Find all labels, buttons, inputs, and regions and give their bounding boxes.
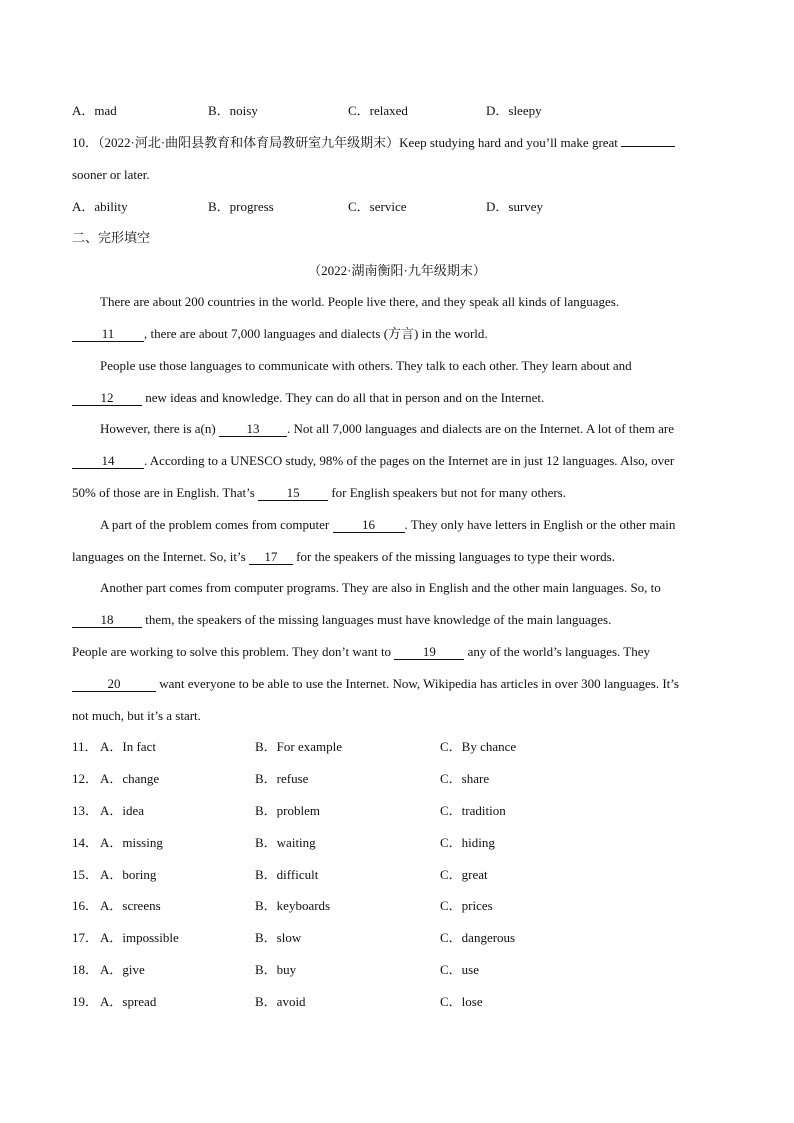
question-number: 16． xyxy=(72,898,99,913)
option-c: C．dangerous xyxy=(440,930,516,945)
q10-option-b: B．progress xyxy=(208,199,274,214)
option-a: A．give xyxy=(100,962,145,977)
passage-line-16 xyxy=(100,517,675,533)
option-c: C．By chance xyxy=(440,739,517,754)
q9-option-a: A．mad xyxy=(72,103,117,118)
blank-12: 12 xyxy=(72,391,142,406)
question-number: 12． xyxy=(72,771,99,786)
passage-line-14 xyxy=(72,453,674,469)
passage-p3e: for English speakers but not for many others. xyxy=(328,485,566,500)
option-b: B．difficult xyxy=(255,867,319,882)
option-a: A．In fact xyxy=(100,739,156,754)
passage-p3c: . According to a UNESCO study, 98% of the pages on the Internet are in just 12 languages. Also, over xyxy=(144,453,675,468)
passage-p4c: languages on the Internet. So, it’s xyxy=(72,549,249,564)
option-b: B．avoid xyxy=(255,994,306,1009)
blank-20: 20 xyxy=(72,677,156,692)
blank-11: 11 xyxy=(72,327,144,342)
passage-line-17 xyxy=(72,549,615,565)
q10-blank xyxy=(621,146,675,147)
passage-p4b: . They only have letters in English or the other main xyxy=(404,517,676,532)
option-b: B．waiting xyxy=(255,835,316,850)
passage-p6c: want everyone to be able to use the Internet. Now, Wikipedia has articles in over 300 languages. It’s xyxy=(156,676,679,691)
question-number: 15． xyxy=(72,867,99,882)
option-b: B．refuse xyxy=(255,771,309,786)
question-number: 17． xyxy=(72,930,99,945)
passage-source: （2022·湖南衡阳·九年级期末） xyxy=(308,263,486,278)
option-c: C．great xyxy=(440,867,488,882)
passage-line-18 xyxy=(72,612,611,628)
question-number: 11． xyxy=(72,739,98,754)
option-a: A．idea xyxy=(100,803,145,818)
question-number: 18． xyxy=(72,962,99,977)
blank-18: 18 xyxy=(72,613,142,628)
passage-p5b: them, the speakers of the missing languages must have knowledge of the main languages. xyxy=(142,612,612,627)
q10-stem xyxy=(72,135,675,151)
passage-p3d: 50% of those are in English. That’s xyxy=(72,485,259,500)
passage-line-12 xyxy=(72,390,544,406)
passage-p3b: . Not all 7,000 languages and dialects are on the Internet. A lot of them are xyxy=(286,421,674,436)
passage-line-11 xyxy=(72,326,488,342)
option-b: B．slow xyxy=(255,930,302,945)
option-b: B．For example xyxy=(255,739,343,754)
blank-16: 16 xyxy=(333,518,405,533)
option-b: B．problem xyxy=(255,803,320,818)
option-c: C．hiding xyxy=(440,835,495,850)
passage-p6d: not much, but it’s a start. xyxy=(72,708,201,723)
blank-13: 13 xyxy=(219,422,287,437)
passage-p3a: However, there is a(n) xyxy=(100,421,219,436)
passage-line-13 xyxy=(100,421,674,437)
option-c: C．lose xyxy=(440,994,483,1009)
q9-option-b: B．noisy xyxy=(208,103,258,118)
passage-p1b: , there are about 7,000 languages and dialects (方言) in the world. xyxy=(144,326,488,341)
q10-option-c: C．service xyxy=(348,199,407,214)
q10-line1: 10．（2022·河北·曲阳县教育和体育局教研室九年级期末）Keep studying hard and you’ll make great xyxy=(72,135,618,150)
option-a: A．impossible xyxy=(100,930,179,945)
passage-line-19 xyxy=(72,644,650,660)
option-c: C．use xyxy=(440,962,480,977)
blank-17: 17 xyxy=(249,550,293,565)
option-b: B．keyboards xyxy=(255,898,331,913)
passage-p2: People use those languages to communicate with others. They talk to each other. They learn about and xyxy=(100,358,632,373)
passage-line-20 xyxy=(72,676,679,692)
passage-p5: Another part comes from computer programs. They are also in English and the other main languages. So, to xyxy=(100,580,661,595)
option-c: C．tradition xyxy=(440,803,506,818)
blank-14: 14 xyxy=(72,454,144,469)
option-c: C．share xyxy=(440,771,490,786)
option-a: A．screens xyxy=(100,898,161,913)
passage-p4a: A part of the problem comes from computer xyxy=(100,517,333,532)
blank-19: 19 xyxy=(394,645,464,660)
passage-p6b: any of the world’s languages. They xyxy=(464,644,651,659)
option-b: B．buy xyxy=(255,962,297,977)
option-a: A．change xyxy=(100,771,160,786)
passage-p1: There are about 200 countries in the world. People live there, and they speak all kinds of languages. xyxy=(100,294,620,309)
q10-line2: sooner or later. xyxy=(72,167,150,182)
question-number: 13． xyxy=(72,803,99,818)
option-a: A．boring xyxy=(100,867,157,882)
passage-line-15 xyxy=(72,485,566,501)
q9-option-c: C．relaxed xyxy=(348,103,408,118)
blank-15: 15 xyxy=(258,486,328,501)
option-a: A．missing xyxy=(100,835,163,850)
q9-option-d: D．sleepy xyxy=(486,103,542,118)
option-a: A．spread xyxy=(100,994,157,1009)
question-number: 19． xyxy=(72,994,99,1009)
q10-option-a: A．ability xyxy=(72,199,128,214)
passage-p6a: People are working to solve this problem. They don’t want to xyxy=(72,644,395,659)
option-c: C．prices xyxy=(440,898,493,913)
section-title: 二、完形填空 xyxy=(72,231,151,246)
q10-option-d: D．survey xyxy=(486,199,544,214)
question-number: 14． xyxy=(72,835,99,850)
passage-p2b: new ideas and knowledge. They can do all that in person and on the Internet. xyxy=(142,390,545,405)
passage-p4d: for the speakers of the missing languages to type their words. xyxy=(292,549,615,564)
